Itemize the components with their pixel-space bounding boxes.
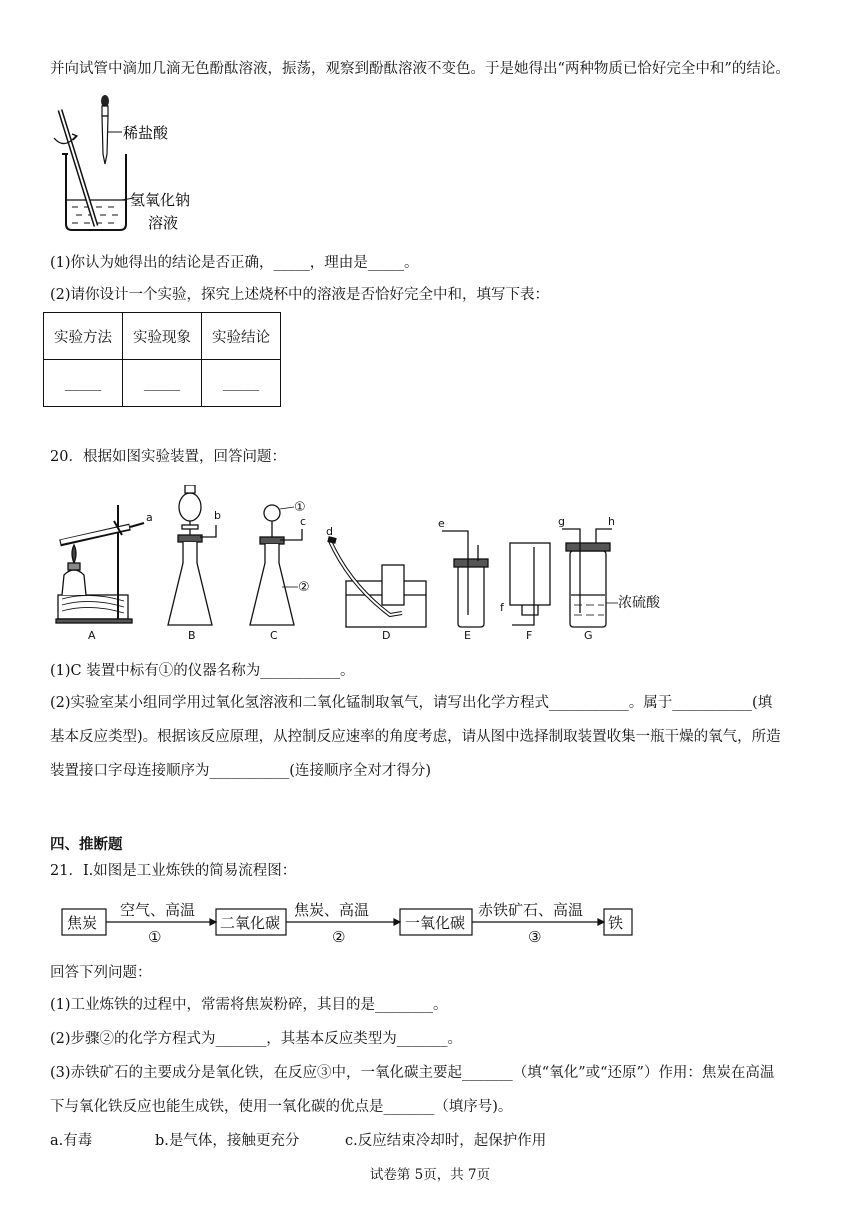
q21-3b: 下与氧化铁反应也能生成铁，使用一氧化碳的优点是_______（填序号)。 (50, 1099, 513, 1115)
apparatus-g (562, 529, 618, 627)
apparatus-d (328, 539, 426, 627)
table-cell: _____ (44, 360, 123, 407)
table-cell: _____ (123, 360, 202, 407)
port-b: b (214, 509, 221, 522)
port-h: h (608, 515, 615, 528)
apparatus-a (56, 505, 144, 623)
base-label-1: 氢氧化钠 (130, 191, 191, 209)
port-g: g (558, 515, 565, 528)
q21-intro: 回答下列问题： (50, 965, 152, 981)
q21-3a: (3)赤铁矿石的主要成分是氧化铁，在反应③中，一氧化碳主要起_______（填“氧化”或“还原”）作用：焦炭在高温 (50, 1065, 775, 1081)
letter-b: B (188, 629, 196, 642)
iron-flowchart (50, 895, 650, 945)
port-a: a (146, 511, 153, 524)
q20-title: 20．根据如图实验装置，回答问题： (50, 449, 286, 465)
q21-2: (2)步骤②的化学方程式为_______，其基本反应类型为_______。 (50, 1031, 463, 1047)
flow-step: ③ (528, 928, 542, 945)
mark-1: ① (294, 500, 306, 515)
apparatus-f (510, 543, 550, 625)
port-c: c (300, 515, 307, 528)
flow-box-label: 一氧化碳 (405, 914, 466, 932)
mark-2: ② (298, 580, 310, 595)
base-label-2: 溶液 (148, 214, 179, 232)
experiment-table (43, 312, 281, 407)
q19-1: (1)你认为她得出的结论是否正确，_____，理由是_____。 (50, 255, 419, 271)
acid-label-g: 浓硫酸 (618, 595, 660, 611)
q19-2: (2)请你设计一个实验，探究上述烧杯中的溶液是否恰好完全中和，填写下表： (50, 287, 550, 303)
flow-condition: 赤铁矿石、高温 (478, 901, 584, 919)
apparatus-b (168, 485, 216, 625)
q20-1: (1)C 装置中标有①的仪器名称为___________。 (50, 663, 355, 679)
table-header: 实验结论 (202, 313, 281, 360)
flow-step: ① (148, 928, 162, 945)
flow-box-label: 二氧化碳 (220, 914, 281, 932)
q20-2b: 基本反应类型)。根据该反应原理，从控制反应速率的角度考虑，请从图中选择制取装置收集一瓶干燥的氧气，所造 (50, 729, 781, 745)
port-f: f (500, 601, 504, 614)
letter-d: D (382, 629, 391, 642)
apparatus-figure (50, 485, 670, 645)
q20-2c: 装置接口字母连接顺序为___________(连接顺序全对才得分) (50, 763, 432, 779)
q21-title: 21．I.如图是工业炼铁的简易流程图： (50, 863, 297, 879)
letter-a: A (88, 629, 96, 642)
q20-2a: (2)实验室某小组同学用过氧化氢溶液和二氧化锰制取氧气，请写出化学方程式___________。属于___________(填 (50, 695, 773, 711)
option-b: b.是气体，接触更充分 (155, 1133, 300, 1149)
option-c: c.反应结束冷却时，起保护作用 (345, 1133, 547, 1149)
table-header: 实验现象 (123, 313, 202, 360)
port-e: e (438, 517, 445, 530)
flow-box-label: 焦炭 (67, 914, 98, 932)
letter-e: E (464, 629, 471, 642)
page-footer: 试卷第 5页，共 7页 (369, 1167, 491, 1183)
neutralization-figure (50, 92, 230, 237)
q21-1: (1)工业炼铁的过程中，常需将焦炭粉碎，其目的是________。 (50, 997, 448, 1013)
flow-condition: 空气、高温 (120, 901, 196, 919)
apparatus-e (442, 531, 488, 627)
flow-condition: 焦炭、高温 (294, 901, 370, 919)
acid-label: 稀盐酸 (123, 124, 169, 142)
option-a: a.有毒 (50, 1133, 93, 1149)
table-cell: _____ (202, 360, 281, 407)
flow-step: ② (332, 928, 346, 945)
letter-c: C (270, 629, 278, 642)
letter-f: F (526, 629, 533, 642)
letter-g: G (584, 629, 593, 642)
flow-box-label: 铁 (608, 914, 624, 932)
port-d: d (326, 525, 333, 538)
intro-line: 并向试管中滴加几滴无色酚酞溶液，振荡，观察到酚酞溶液不变色。于是她得出“两种物质已恰好完全中和”的结论。 (50, 61, 790, 77)
apparatus-c (250, 505, 302, 625)
section-4-heading: 四、推断题 (50, 836, 123, 853)
dropper-bulb (101, 95, 109, 107)
table-header: 实验方法 (44, 313, 123, 360)
